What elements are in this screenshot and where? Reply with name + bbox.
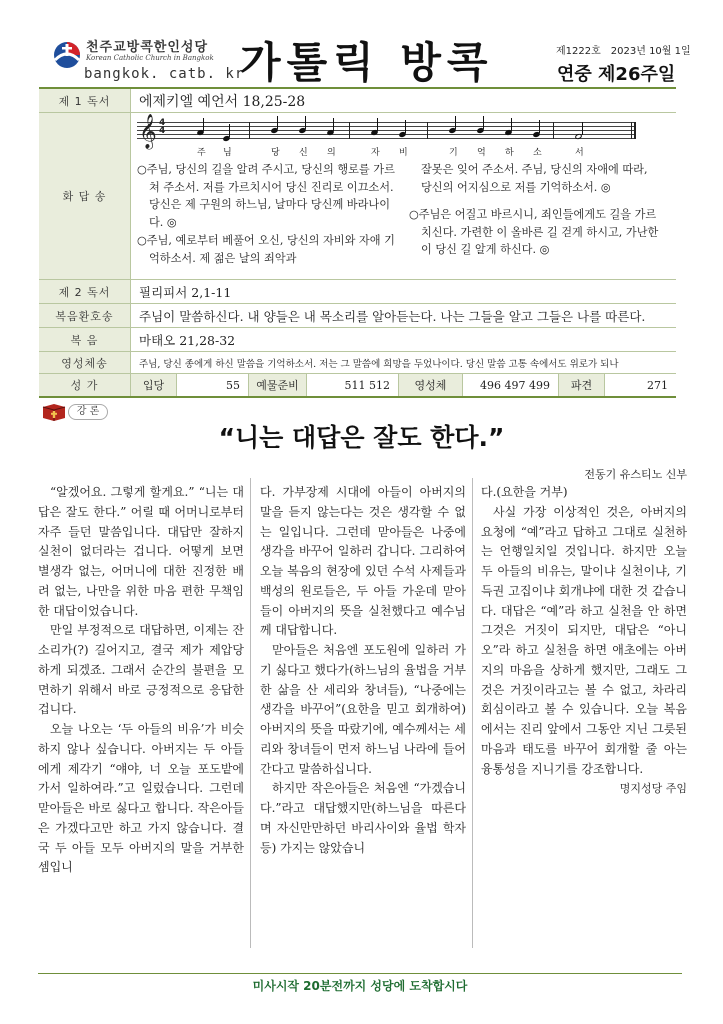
footer-notice: 미사시작 20분전까지 성당에 도착합시다 [38,973,682,995]
sermon-column-3 [481,483,687,799]
gospel-label: 복 음 [39,328,131,351]
lyric-syllable: 신 [299,148,308,158]
communion-hymn-numbers: 496 497 499 [463,374,559,396]
lyric-syllable: 하 [505,148,514,158]
lyric-syllable: 당 [271,148,280,158]
paragraph: 오늘 나오는 ‘두 아들의 비유’가 비슷하지 않나 싶습니다. 아버지는 두 아들에게 제각기 “얘야, 너 오늘 포도밭에 가서 일하여라.”고 일렀습니다. 그런데 맏아들은 바로 싫다고 합니다. 작은아들은 가겠다고만 하고 가지 않습니다. 결국 두 아들 모두 아버지의 말을 거부한 셈입니 [38,722,244,875]
lyric-syllable: 의 [327,148,336,158]
communion-antiphon-value: 주님, 당신 종에게 하신 말씀을 기억하소서. 저는 그 말씀에 희망을 두었나이다. 당신 말씀 고통 속에서도 위로가 되나 [139,358,619,370]
first-reading-value: 에제키엘 예언서 18,25-28 [139,93,306,110]
second-reading-value: 필리피서 2,1-11 [139,284,232,300]
sermon-column-1 [38,483,244,878]
issue-number: 제1222호 [556,46,601,57]
offertory-hymn-numbers: 511 512 [307,374,399,396]
psalm-verse: ○주님, 당신의 길을 알려 주시고, 당신의 행로를 가르쳐 주소서. 저를 가르치시어 당신 진리로 이끄소서. 당신은 제 구원의 하느님, 날마다 당신께 바라나이다. ◎ [137,163,395,229]
gospel-value: 마태오 21,28-32 [139,332,236,348]
psalm-row [39,113,676,280]
sermon-tag-label: 강 론 [68,404,108,420]
lyric-syllable: 님 [223,148,232,158]
lyric-syllable: 억 [477,148,486,158]
psalm-verse: ○주님은 어질고 바르시니, 죄인들에게도 길을 가르치신다. 가련한 이 올바른 길 걷게 하시고, 가난한 이 당신 길 알게 하신다. ◎ [409,208,659,256]
paragraph: 만일 부정적으로 대답하면, 이제는 잔소리가(?) 길어지고, 결국 제가 제압당하게 되겠죠. 그래서 순간의 불편을 모면하기 위해서 바로 긍정적으로 응답한 겁니다. [38,623,244,717]
masthead [0,0,723,88]
psalm-verses [137,161,670,268]
lyric-syllable: 주 [197,148,206,158]
second-reading-row [39,280,676,304]
hymns-label: 성 가 [39,374,131,396]
issue-date: 2023년 10월 1일 [610,46,691,57]
church-name: 천주교방콕한인성당 [86,40,209,55]
psalm-right-column [409,161,661,268]
sermon-column-2 [260,483,466,858]
paragraph: 사실 가장 이상적인 것은, 아버지의 요청에 “예”라고 답하고 그대로 실천하는 언행일치일 것입니다. 하지만 오늘 두 아들의 비유는, 말이냐 실천이냐, 기득권 고집이냐 회개냐에 대한 것 같습니다. 대답은 “예”라 하고 실천을 안 하면 그것은 거짓이 되지만, 대답은 “아니오”라 하고 실천을 하면 애초에는 아버지의 마음을 상하게 했지만, 그래도 그것은 거짓이라고는 볼 수 없고, 차라리 회심이라고 볼 수 있습니다. 오늘 복음에서는 진리 앞에서 그동안 지닌 그릇된 마음과 태도를 바꾸어 회개할 줄 아는 융통성을 지니기를 강조합니다. [481,504,687,776]
psalm-verse: 잘못은 잊어 주소서. 주님, 당신의 자애에 따라, 당신의 어지심으로 저를 기억하소서. ◎ [421,163,648,194]
hymns-row [39,374,676,396]
alleluia-row [39,304,676,328]
lyric-syllable: 기 [449,148,458,158]
communion-antiphon-label: 영성체송 [39,352,131,373]
recessional-hymn-number: 271 [647,378,668,392]
entrance-hymn-number: 55 [177,374,249,396]
psalm-label: 화 답 송 [39,113,131,279]
communion-hymn-label: 영성체 [399,374,463,396]
treble-clef-icon: 𝄞 [139,114,157,149]
lyric-syllable: 자 [371,148,380,158]
issue-info [556,42,691,57]
church-logo-icon [52,40,82,70]
psalm-content [131,113,676,279]
church-english-name: Korean Catholic Church in Bangkok [86,54,214,62]
first-reading-row [39,89,676,113]
alleluia-verse: 주님이 말씀하신다. 내 양들은 내 목소리를 알아듣는다. 나는 그들을 알고 그들은 나를 따른다. [139,308,646,324]
sermon-author: 전동기 유스티노 신부 [584,468,687,481]
signature: 명지성당 주임 [619,782,687,796]
time-signature: 4 4 [159,118,166,136]
second-reading-label: 제 2 독서 [39,280,131,303]
psalm-verse: ○주님, 예로부터 베풀어 오신, 당신의 자비와 자애 기억하소서. 제 젊은 날의 죄악과 [137,234,395,265]
paragraph: 하지만 작은아들은 처음엔 “가겠습니다.”라고 대답했지만(하느님을 따른다며 자신만만하던 바리사이와 율법 학자 등) 가지는 않았습니 [260,781,466,855]
gospel-row [39,328,676,352]
paragraph: 맏아들은 처음엔 포도원에 일하러 가기 싫다고 했다가(하느님의 율법을 거부한 삶을 산 세리와 창녀들), “나중에는 생각을 바꾸어”(요한을 믿고 회개하여) 아버지의 뜻을 따랐기에, 예수께서는 세리와 창녀들이 먼저 하느님 나라에 들어간다고 말씀하십니다. [260,643,466,776]
sermon-title: “니는 대답은 잘도 한다.” [218,423,505,452]
communion-antiphon-row [39,352,676,374]
column-divider [472,478,473,948]
website-link[interactable]: bangkok. catb. kr [84,66,245,82]
paragraph: “알겠어요. 그렇게 할게요.” “니는 대답은 잘도 한다.” 어릴 때 어머니로부터 자주 들던 말씀입니다. 대답만 잘하지 실천이 없더라는 겁니다. 어떻게 보면 별생각 없는, 어머니에 대한 진정한 배려 없는, 나만을 위한 마음 편한 무책임한 대답이었습니다. [38,485,244,618]
paragraph: 다.(요한을 거부) [481,485,568,499]
lyric-syllable: 소 [533,148,542,158]
entrance-hymn-label: 입당 [131,374,177,396]
first-reading-label: 제 1 독서 [39,89,131,112]
recessional-hymn-label: 파견 [559,374,605,396]
paragraph: 다. 가부장제 시대에 아들이 아버지의 말을 듣지 않는다는 것은 생각할 수 없는 일입니다. 그런데 맏아들은 나중에 생각을 바꾸어 일하러 갑니다. 그리하여 오늘 복음의 현장에 있던 수석 사제들과 백성의 원로들은, 두 아들 가운데 맏아들이 아버지의 뜻을 실천했다고 예수님께 대답합니다. [260,485,466,638]
lyric-syllable: 비 [399,148,408,158]
lyric-syllable: 서 [575,148,584,158]
liturgy-table [39,87,676,398]
offertory-hymn-label: 예물준비 [249,374,307,396]
bulletin-title: 가톨릭 방콕 [240,38,494,87]
liturgical-sunday: 연중 제26주일 [557,64,676,85]
psalm-left-column [137,161,399,268]
alleluia-label: 복음환호송 [39,304,131,327]
hymns-values [131,374,676,396]
column-divider [250,478,251,948]
music-staff [137,114,635,158]
